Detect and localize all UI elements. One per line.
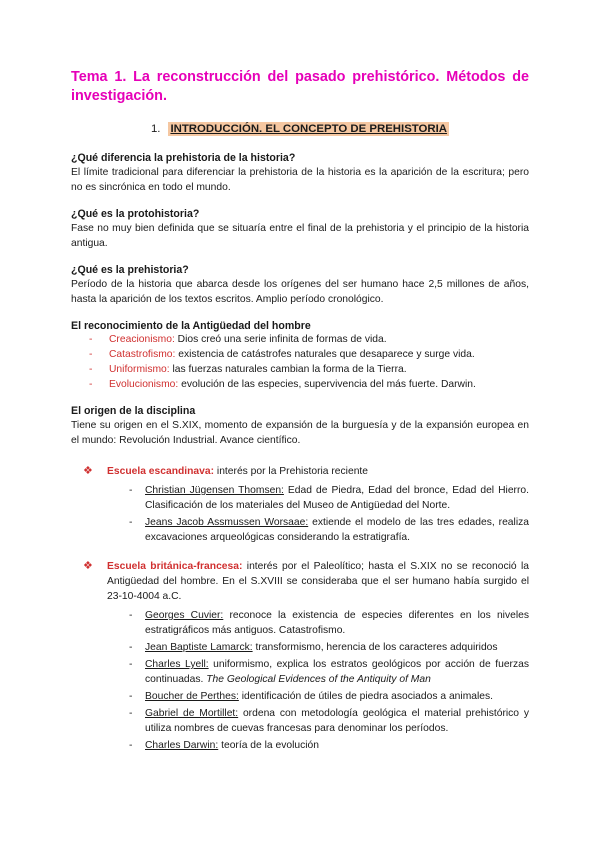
term: Catastrofismo:	[109, 349, 176, 360]
school-british-french	[81, 559, 529, 604]
diamond-bullet-icon: ❖	[83, 560, 93, 572]
school-description: interés por la Prehistoria reciente	[214, 466, 369, 477]
answer-paragraph: Fase no muy bien definida que se situaría entre el final de la prehistoria y el principio de la historia antigua.	[71, 223, 529, 249]
dash-marker: -	[89, 349, 93, 360]
list-item	[129, 689, 529, 704]
term-description: existencia de catástrofes naturales que desaparece y surge vida.	[175, 349, 475, 360]
term-description: Dios creó una serie infinita de formas de vida.	[174, 334, 387, 345]
school-scandinavian	[81, 464, 529, 479]
dash-marker: -	[129, 517, 133, 528]
term: Creacionismo:	[109, 334, 175, 345]
list-item	[89, 332, 529, 347]
scholar-description: ordena con metodología geológica el material prehistórico y utiliza nombres de cuevas francesas para denominar los períodos.	[145, 708, 529, 734]
school-name: Escuela escandinava:	[107, 466, 215, 477]
dash-marker: -	[129, 485, 133, 496]
dash-marker: -	[129, 659, 133, 670]
term-description: evolución de las especies, supervivencia del más fuerte. Darwin.	[178, 379, 476, 390]
scholar-name: Jeans Jacob Assmussen Worsaae:	[145, 517, 309, 528]
list-item	[129, 657, 529, 687]
scholar-name: Charles Lyell:	[145, 659, 209, 670]
scholar-description: extiende el modelo de las tres edades, realiza excavaciones arqueológicas considerando la estratigrafía.	[145, 517, 529, 543]
subsection-heading: El origen de la disciplina	[71, 405, 196, 417]
question-heading: ¿Qué es la protohistoria?	[71, 208, 200, 220]
scholars-list	[71, 608, 529, 753]
list-item	[89, 347, 529, 362]
dash-marker: -	[129, 610, 133, 621]
answer-paragraph: Período de la historia que abarca desde los orígenes del ser humano hace 2,5 millones de años, hasta la aparición de los textos escritos. Amplio período cronológico.	[71, 279, 529, 305]
document-title: Tema 1. La reconstrucción del pasado prehistórico. Métodos de investigación.	[71, 69, 529, 104]
term: Evolucionismo:	[109, 379, 179, 390]
origin-paragraph: Tiene su origen en el S.XIX, momento de expansión de la burguesía y de la expansión europea en el mundo: Revolución Industrial. Avance científico.	[71, 420, 529, 446]
scholars-list	[71, 483, 529, 545]
dash-marker: -	[129, 740, 133, 751]
scholar-description: transformismo, herencia de los caracteres adquiridos	[252, 642, 498, 653]
answer-paragraph: El límite tradicional para diferenciar la prehistoria de la historia es la aparición de la escritura; pero no es sincrónica en todo el mundo.	[71, 167, 529, 193]
question-heading: ¿Qué es la prehistoria?	[71, 264, 189, 276]
list-item	[129, 483, 529, 513]
diamond-bullet-icon: ❖	[83, 465, 93, 477]
scholar-name: Boucher de Perthes:	[145, 691, 239, 702]
scholar-description: identificación de útiles de piedra asociados a animales.	[238, 691, 494, 702]
scholar-name: Charles Darwin:	[145, 740, 219, 751]
dash-marker: -	[89, 379, 93, 390]
list-item	[89, 377, 529, 392]
term-description: las fuerzas naturales cambian la forma de la Tierra.	[169, 364, 407, 375]
term: Uniformismo:	[109, 364, 170, 375]
scholar-name: Jean Baptiste Lamarck:	[145, 642, 253, 653]
scholar-name: Gabriel de Mortillet:	[145, 708, 239, 719]
section-number: 1.	[150, 123, 161, 135]
dash-marker: -	[129, 642, 133, 653]
scholar-description: teoría de la evolución	[218, 740, 319, 751]
school-name: Escuela británica-francesa:	[107, 561, 243, 572]
section-heading	[71, 123, 529, 135]
list-item	[89, 362, 529, 377]
section-heading-text: INTRODUCCIÓN. EL CONCEPTO DE PREHISTORIA	[170, 123, 448, 135]
scholar-description: reconoce la existencia de especies diferentes en los niveles estratigráficos más antiguos. Catastrofismo.	[145, 610, 529, 636]
scholar-name: Christian Jügensen Thomsen:	[145, 485, 284, 496]
list-item	[129, 640, 529, 655]
list-item	[129, 608, 529, 638]
dash-marker: -	[129, 708, 133, 719]
school-description: interés por el Paleolítico; hasta el S.XIX no se reconoció la Antigüedad del hombre. En el S.XVIII se consideraba que el ser humano había surgido el 23-10-4004 a.C.	[107, 561, 529, 602]
scholar-description: Edad de Piedra, Edad del bronce, Edad del Hierro. Clasificación de los materiales del Museo de Antigüedad del Norte.	[145, 485, 529, 511]
list-item	[129, 515, 529, 545]
book-title: The Geological Evidences of the Antiquity of Man	[206, 674, 431, 685]
question-heading: ¿Qué diferencia la prehistoria de la historia?	[71, 152, 296, 164]
scholar-name: Georges Cuvier:	[145, 610, 224, 621]
list-item	[129, 738, 529, 753]
dash-marker: -	[89, 334, 93, 345]
dash-marker: -	[89, 364, 93, 375]
dash-marker: -	[129, 691, 133, 702]
subsection-heading: El reconocimiento de la Antigüedad del hombre	[71, 320, 311, 332]
scholar-description: uniformismo, explica los estratos geológicos por acción de fuerzas continuadas.	[145, 659, 530, 685]
list-item	[129, 706, 529, 736]
theories-list	[71, 332, 529, 392]
